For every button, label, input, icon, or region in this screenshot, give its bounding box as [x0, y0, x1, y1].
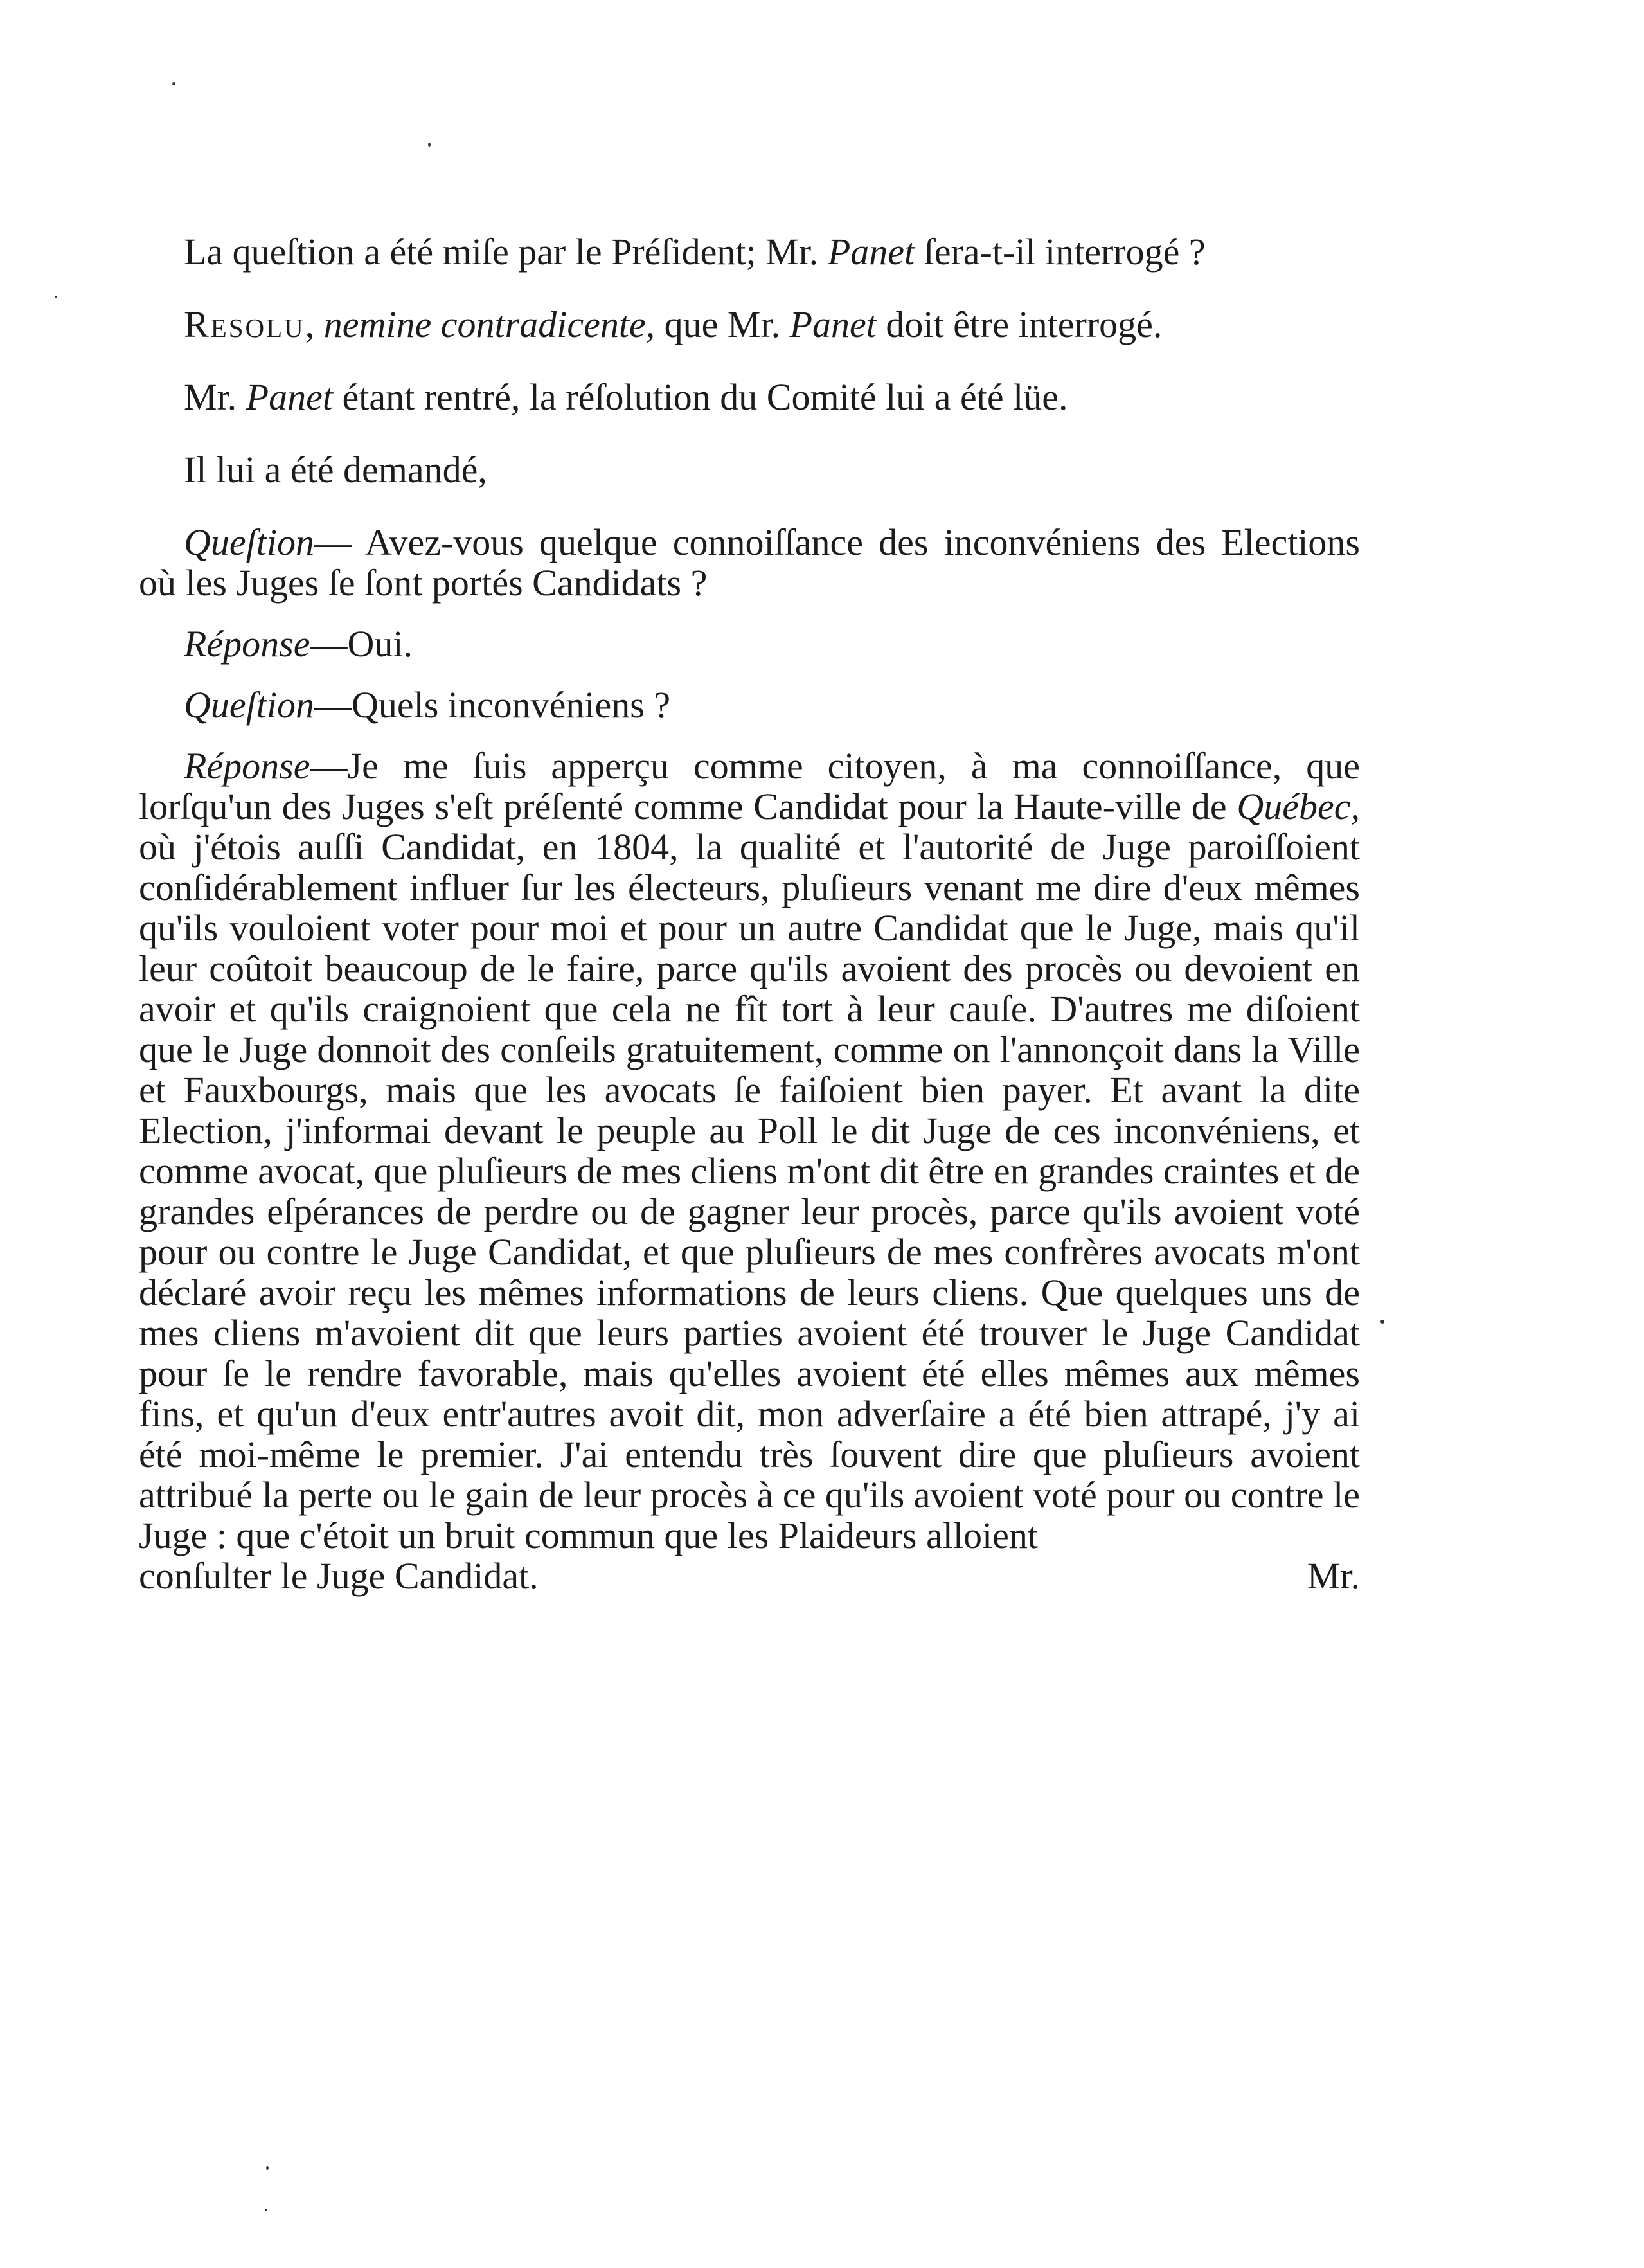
answer-label: Réponse: [184, 623, 310, 665]
question-2: [139, 685, 1360, 725]
scan-speck: [428, 143, 431, 147]
scan-speck: [265, 2209, 267, 2211]
text: La queſtion a été miſe par le Préſident; Mr.: [184, 231, 828, 273]
text: doit être interrogé.: [876, 303, 1163, 345]
scan-speck: [1380, 1320, 1384, 1324]
question-label: Queſtion: [184, 521, 314, 563]
text: Mr.: [184, 376, 246, 418]
latin-phrase: nemine contradicente,: [323, 303, 656, 345]
question-1: [139, 522, 1360, 603]
question-text: —Quels inconvéniens ?: [314, 684, 671, 726]
question-text: — Avez-vous quelque connoiſſance des inconvéniens des Elections où les Juges ſe ſont portés Candidats ?: [139, 521, 1360, 604]
answer-2: [139, 746, 1360, 1556]
text: ſera-t-il interrogé ?: [915, 231, 1206, 273]
answer-2-last-line: [139, 1556, 1360, 1596]
scan-speck: [172, 82, 175, 86]
answer-text: —Je me ſuis apperçu comme citoyen, à ma connoiſſance, que lorſqu'un des Juges s'eſt préſenté comme Candidat pour la Haute-ville de: [139, 745, 1360, 827]
line-resolution: [139, 304, 1360, 345]
text: que Mr.: [655, 303, 790, 345]
name-panet: Panet: [827, 231, 915, 273]
answer-label: Réponse: [184, 745, 310, 787]
resolu-label: Resolu: [184, 303, 305, 345]
question-label: Queſtion: [184, 684, 314, 726]
place-name: Québec,: [1237, 786, 1360, 827]
catchword: Mr.: [1307, 1555, 1360, 1597]
answer-last-text: conſulter le Juge Candidat.: [139, 1555, 539, 1597]
text: ,: [305, 303, 324, 345]
answer-text: où j'étois auſſi Candidat, en 1804, la qualité et l'autorité de Juge paroiſſoient conſidérablement influer ſur les électeurs, pluſieurs venant me dire d'eux mêmes qu'ils vouloient voter pour moi et pour un autre Candidat que le Juge, mais qu'il leur coûtoit beaucoup de le faire, parce qu'ils avoient des procès ou devoient en avoir et qu'ils craignoient que cela ne fît tort à leur cauſe. D'autres me diſoient que le Juge donnoit des conſeils gratuitement, comme on l'annonçoit dans la Ville et Fauxbourgs, mais que les avocats ſe faiſoient bien payer. Et avant la dite Election, j'informai devant le peuple au Poll le dit Juge de ces inconvéniens, et comme avocat, que pluſieurs de mes cliens m'ont dit être en grandes craintes et de grandes eſpérances de perdre ou de gagner leur procès, parce qu'ils avoient voté pour ou contre le Juge Candidat, et que pluſieurs de mes confrères avocats m'ont déclaré avoir reçu les mêmes informations de leurs cliens. Que quelques uns de mes cliens m'avoient dit que leurs parties avoient été trouver le Juge Candidat pour ſe le rendre favorable, mais qu'elles avoient été elles mêmes aux mêmes fins, et qu'un d'eux entr'autres avoit dit, mon adverſaire a été bien attrapé, j'y ai été moi-même le premier. J'ai entendu très ſouvent dire que pluſieurs avoient attribué la perte ou le gain de leur procès à ce qu'ils avoient voté pour ou contre le Juge : que c'étoit un bruit commun que les Plaideurs alloient: [139, 826, 1360, 1556]
name-panet: Panet: [246, 376, 333, 418]
scan-speck: [55, 296, 57, 298]
text: étant rentré, la réſolution du Comité lui a été lüe.: [332, 376, 1068, 418]
document-body: [139, 231, 1360, 1596]
answer-text: —Oui.: [310, 623, 413, 665]
line-panet-returned: [139, 377, 1360, 417]
line-question-put: [139, 231, 1360, 272]
scan-speck: [266, 2166, 269, 2170]
line-asked: Il lui a été demandé,: [184, 449, 487, 491]
name-panet: Panet: [789, 303, 877, 345]
answer-1: [139, 624, 1360, 664]
